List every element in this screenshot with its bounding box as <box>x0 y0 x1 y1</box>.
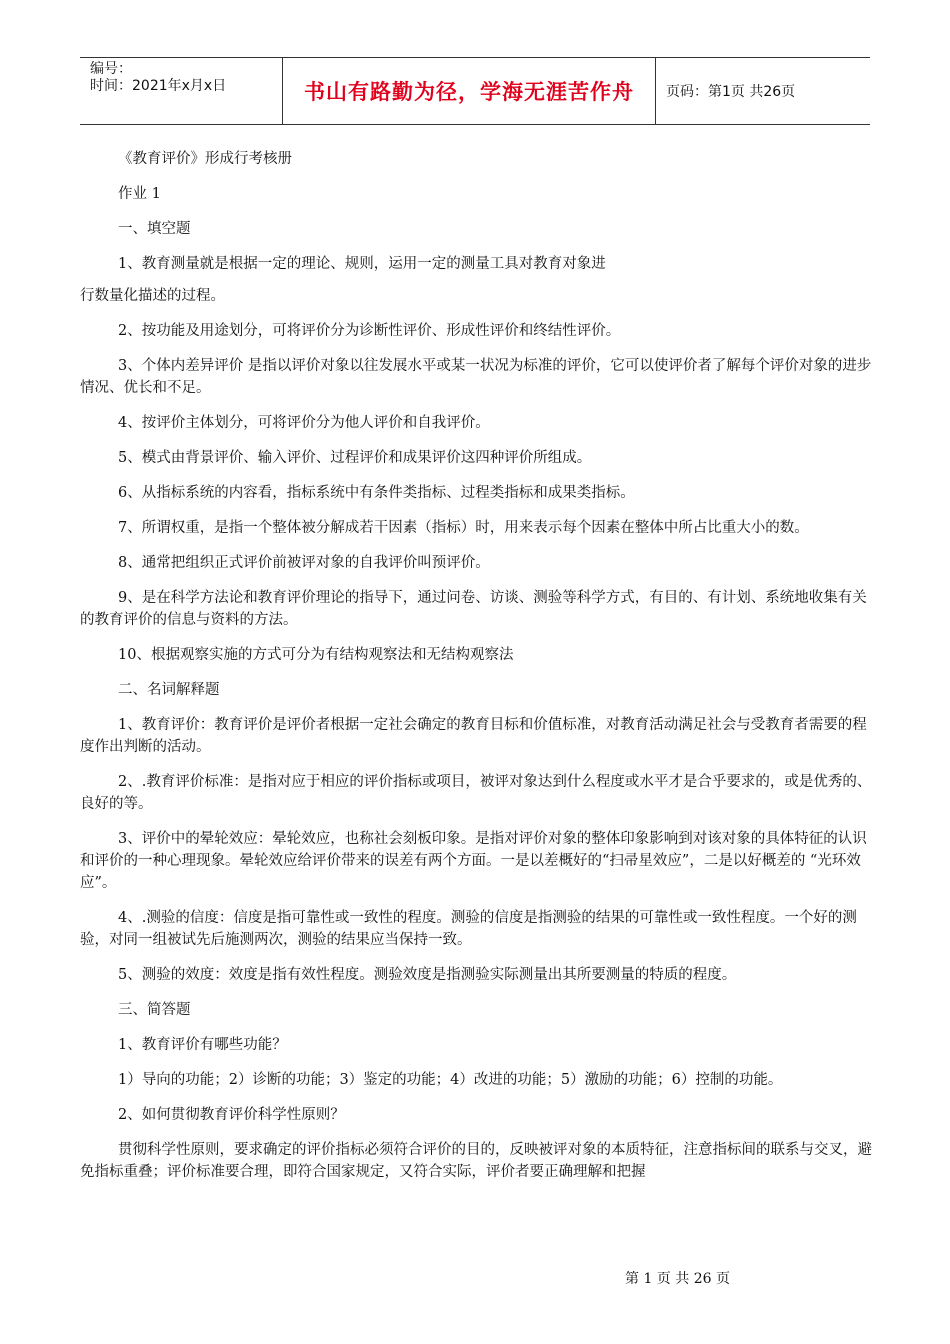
document-header <box>80 57 870 125</box>
page-footer: 第 1 页 共 26 页 <box>625 1271 730 1287</box>
paragraph: 3、个体内差异评价 是指以评价对象以往发展水平或某一状况为标准的评价，它可以使评价者了解每个评价对象的进步情况、优长和不足。 <box>80 358 872 396</box>
paragraph: 2、.教育评价标准：是指对应于相应的评价指标或项目，被评对象达到什么程度或水平才是合乎要求的，或是优秀的、良好的等。 <box>80 774 872 812</box>
paragraph: 4、.测验的信度：信度是指可靠性或一致性的程度。测验的信度是指测验的结果的可靠性或一致性程度。一个好的测验，对同一组被试先后施测两次，测验的结果应当保持一致。 <box>80 910 857 948</box>
paragraph: 9、是在科学方法论和教育评价理论的指导下，通过问卷、访谈、测验等科学方式，有目的、有计划、系统地收集有关的教育评价的信息与资料的方法。 <box>80 590 867 628</box>
answer: 贯彻科学性原则，要求确定的评价指标必须符合评价的目的，反映被评对象的本质特征，注意指标间的联系与交叉，避免指标重叠；评价标准要合理，即符合国家规定，又符合实际，评价者要正确理解和把握 <box>80 1142 872 1180</box>
paragraph: 8、通常把组织正式评价前被评对象的自我评价叫预评价。 <box>118 555 490 571</box>
number-label: 编号： <box>90 61 132 77</box>
question: 1、教育评价有哪些功能？ <box>118 1037 287 1053</box>
paragraph: 5、模式由背景评价、输入评价、过程评价和成果评价这四种评价所组成。 <box>118 450 592 466</box>
document-body <box>80 148 875 1196</box>
paragraph: 5、测验的效度：效度是指有效性程度。测验效度是指测验实际测量出其所要测量的特质的程度。 <box>118 967 737 983</box>
paragraph: 2、按功能及用途划分，可将评价分为诊断性评价、形成性评价和终结性评价。 <box>118 323 621 339</box>
section-heading-terms: 二、名词解释题 <box>118 682 220 698</box>
question: 2、如何贯彻教育评价科学性原则？ <box>118 1107 345 1123</box>
doc-title: 《教育评价》形成行考核册 <box>118 151 292 167</box>
time-label: 时间：2021年x月x日 <box>90 78 227 94</box>
paragraph: 1、教育评价：教育评价是评价者根据一定社会确定的教育目标和价值标准，对教育活动满足社会与受教育者需要的程度作出判断的活动。 <box>80 717 867 755</box>
paragraph: 1、教育测量就是根据一定的理论、规则，运用一定的测量工具对教育对象进 <box>118 256 606 272</box>
paragraph: 6、从指标系统的内容看，指标系统中有条件类指标、过程类指标和成果类指标。 <box>118 485 635 501</box>
assignment-label: 作业 1 <box>118 186 161 202</box>
paragraph: 行数量化描述的过程。 <box>80 288 225 304</box>
section-heading-fill-in: 一、填空题 <box>118 221 191 237</box>
page-info: 页码：第1页 共26页 <box>666 84 796 100</box>
paragraph: 10、根据观察实施的方式可分为有结构观察法和无结构观察法 <box>118 647 514 663</box>
motto-title: 书山有路勤为径，学海无涯苦作舟 <box>282 58 656 124</box>
header-meta <box>80 58 282 124</box>
answer: 1）导向的功能；2）诊断的功能；3）鉴定的功能；4）改进的功能；5）激励的功能；6）控制的功能。 <box>118 1072 783 1088</box>
paragraph: 7、所谓权重，是指一个整体被分解成若干因素（指标）时，用来表示每个因素在整体中所占比重大小的数。 <box>118 520 809 536</box>
paragraph: 3、评价中的晕轮效应：晕轮效应，也称社会刻板印象。是指对评价对象的整体印象影响到对该对象的具体特征的认识和评价的一种心理现象。晕轮效应给评价带来的误差有两个方面。一是以差概好的“扫帚星效应”，二是以好概差的 “光环效应”。 <box>80 831 867 891</box>
section-heading-short-answer: 三、简答题 <box>118 1002 191 1018</box>
paragraph: 4、按评价主体划分，可将评价分为他人评价和自我评价。 <box>118 415 490 431</box>
